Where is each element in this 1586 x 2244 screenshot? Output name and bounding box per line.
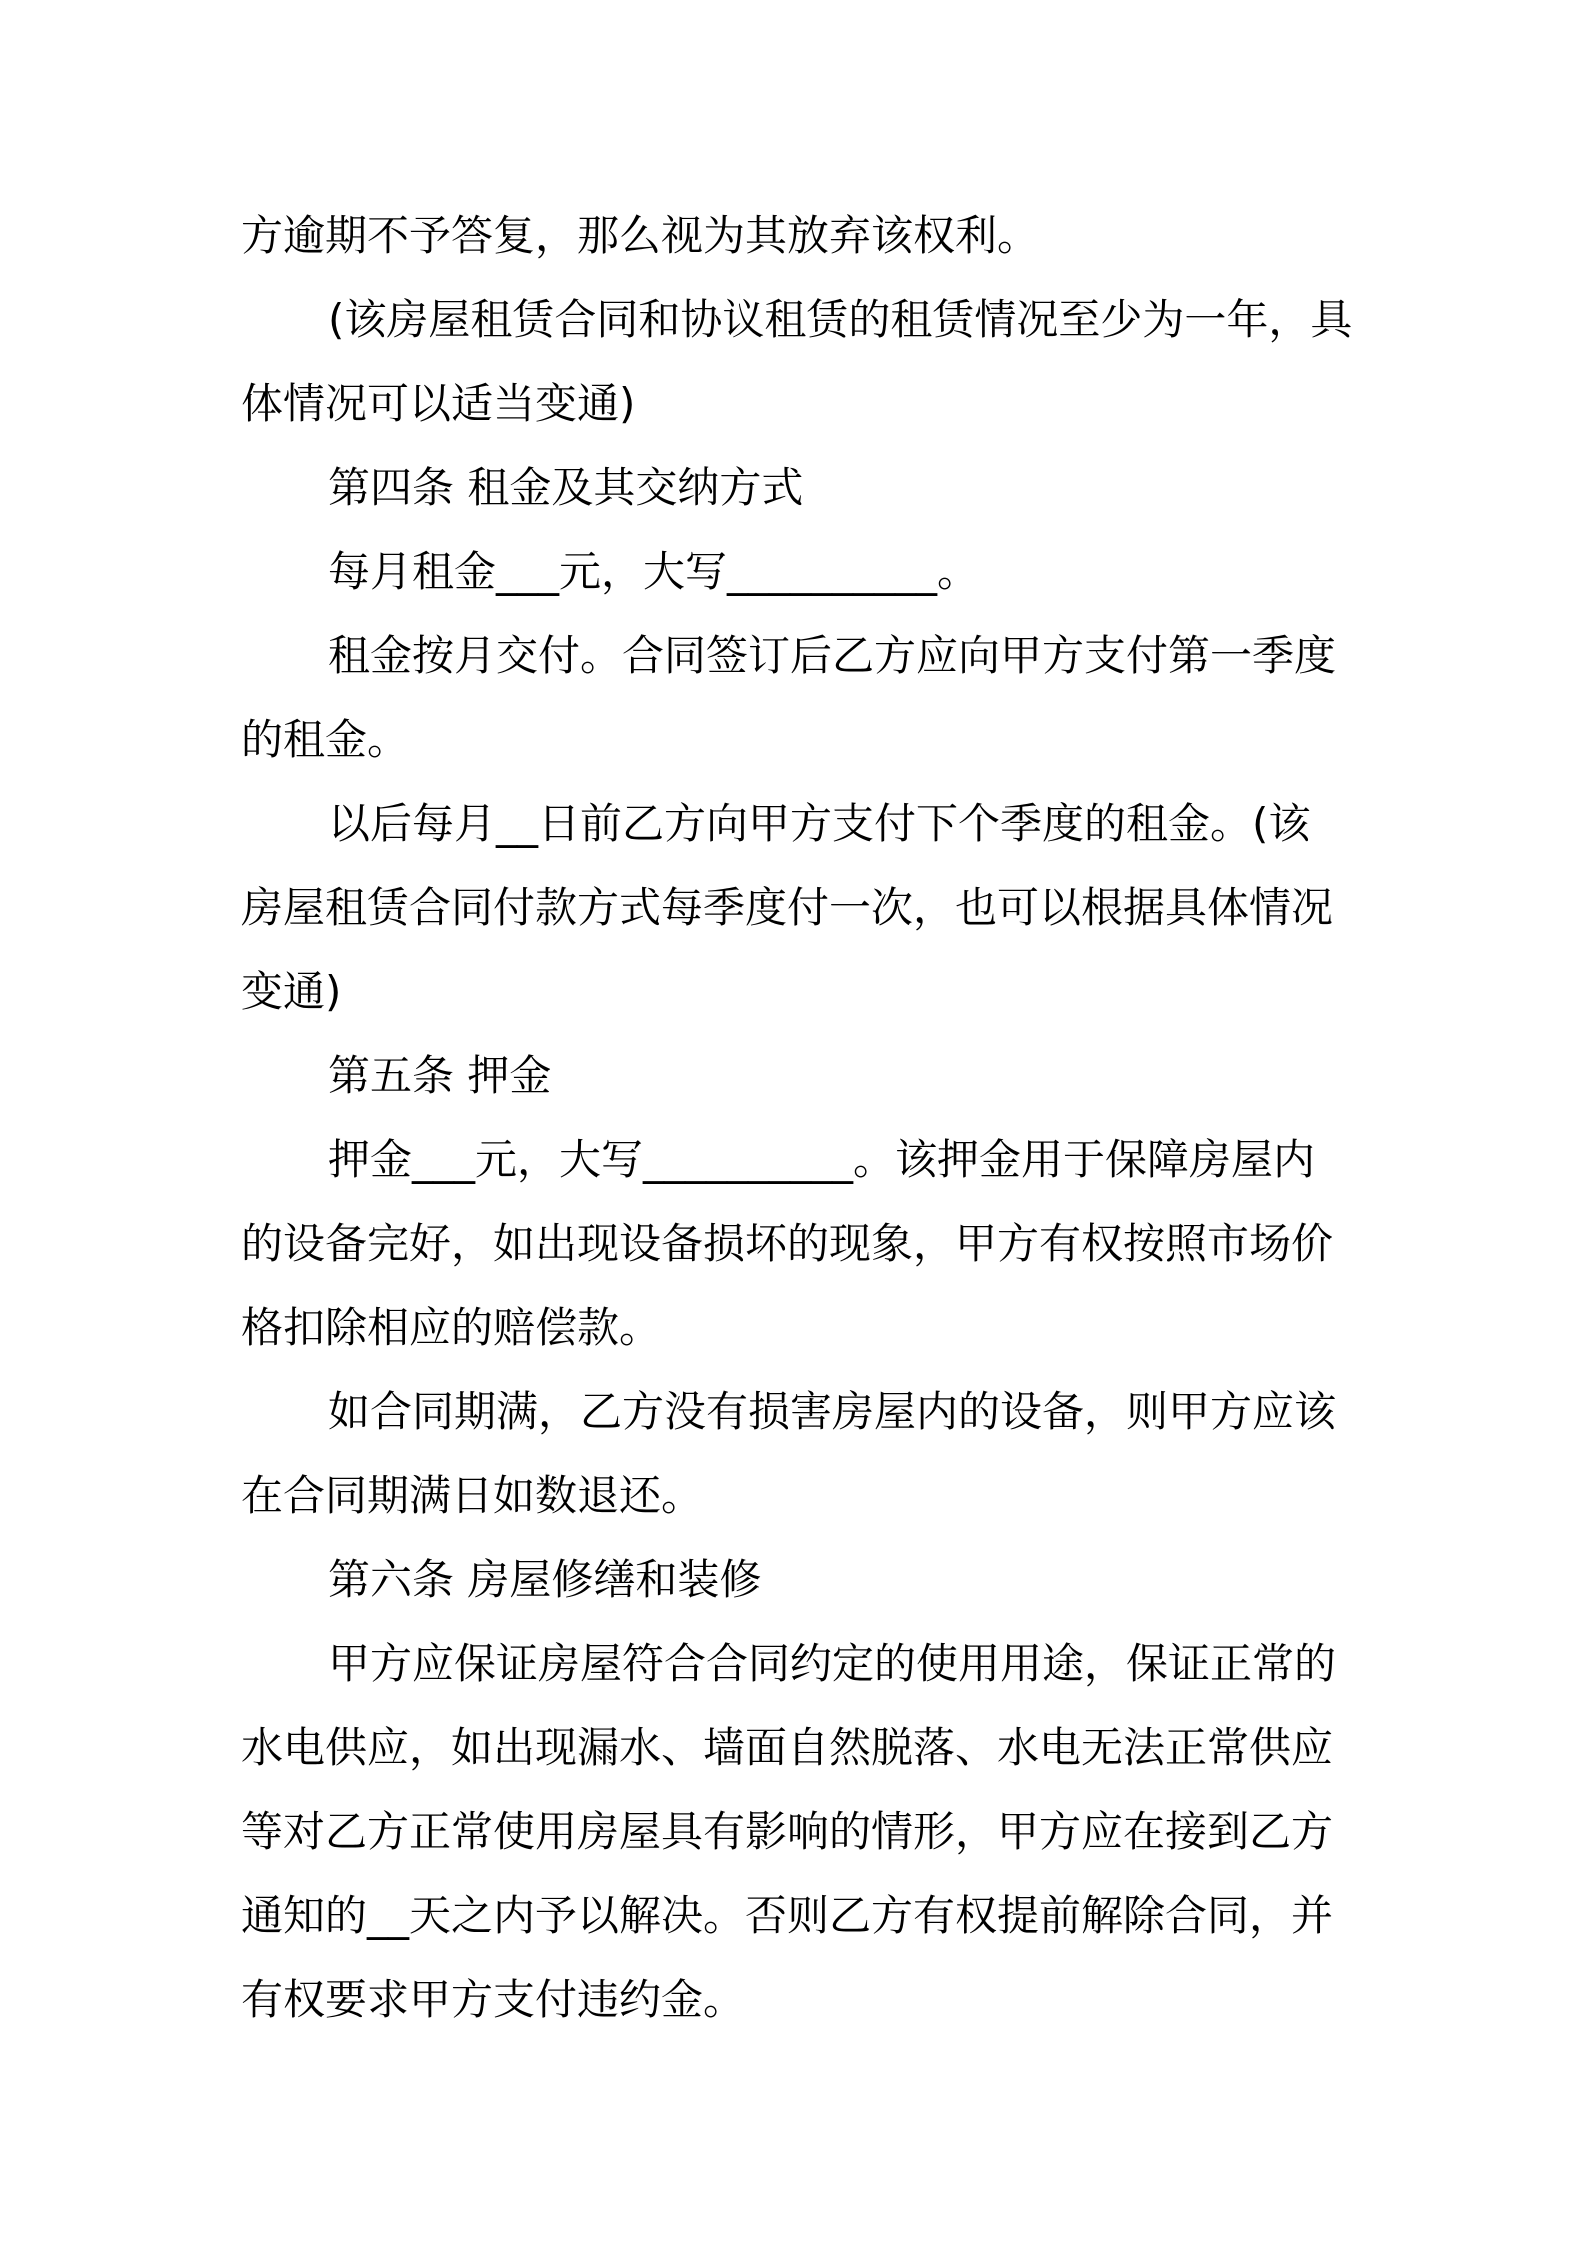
paragraph-rent-schedule: 以后每月__日前乙方向甲方支付下个季度的租金。(该 <box>328 799 1311 848</box>
text-line: 体情况可以适当变通) <box>241 379 636 428</box>
text-line: 等对乙方正常使用房屋具有影响的情形，甲方应在接到乙方 <box>241 1807 1334 1856</box>
text-line: 格扣除相应的赔偿款。 <box>241 1303 662 1352</box>
text-line: 的租金。 <box>241 715 410 764</box>
text-line: 水电供应，如出现漏水、墙面自然脱落、水电无法正常供应 <box>241 1723 1334 1772</box>
text-line: 变通) <box>241 967 342 1016</box>
paragraph-deposit: 押金___元，大写__________。该押金用于保障房屋内 <box>328 1135 1316 1184</box>
text-line: 的设备完好，如出现设备损坏的现象，甲方有权按照市场价 <box>241 1219 1334 1268</box>
document-body <box>241 194 1351 2042</box>
paragraph-repairs: 甲方应保证房屋符合合同约定的使用用途，保证正常的 <box>328 1639 1337 1688</box>
text-line: 有权要求甲方支付违约金。 <box>241 1975 746 2024</box>
article-4-heading: 第四条 租金及其交纳方式 <box>328 463 804 512</box>
monthly-rent-line: 每月租金___元，大写__________。 <box>328 547 980 596</box>
paragraph-rent-term-note: (该房屋租赁合同和协议租赁的租赁情况至少为一年，具 <box>328 295 1353 344</box>
article-5-heading: 第五条 押金 <box>328 1051 552 1100</box>
text-line: 方逾期不予答复，那么视为其放弃该权利。 <box>241 211 1040 260</box>
article-6-heading: 第六条 房屋修缮和装修 <box>328 1555 762 1604</box>
text-line: 通知的__天之内予以解决。否则乙方有权提前解除合同，并 <box>241 1891 1334 1940</box>
text-line: 在合同期满日如数退还。 <box>241 1471 704 1520</box>
paragraph-rent-payment: 租金按月交付。合同签订后乙方应向甲方支付第一季度 <box>328 631 1337 680</box>
text-line: 房屋租赁合同付款方式每季度付一次，也可以根据具体情况 <box>241 883 1334 932</box>
paragraph-deposit-refund: 如合同期满，乙方没有损害房屋内的设备，则甲方应该 <box>328 1387 1337 1436</box>
